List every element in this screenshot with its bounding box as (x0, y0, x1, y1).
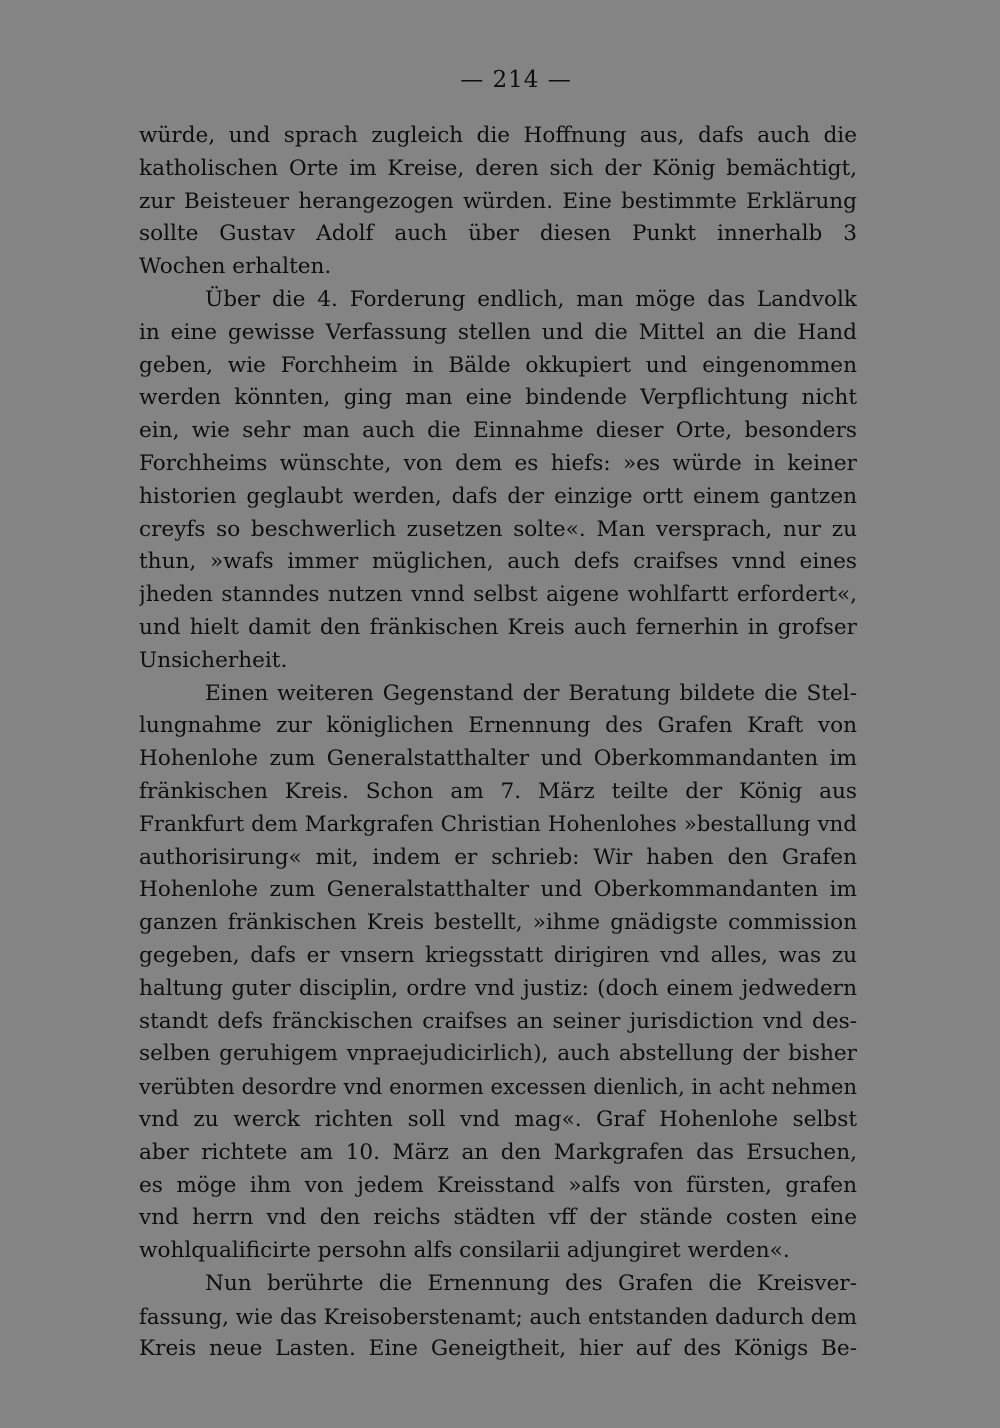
text-line: verübten desordre vnd enormen excessen dienlich, in acht nehmen (139, 1075, 857, 1100)
text-line: Forchheims wünschte, von dem es hiefs: »es würde in keiner (139, 450, 857, 476)
text-line: haltung guter disciplin, ordre vnd justiz: (doch einem jedwedern (139, 975, 857, 1001)
text-line: zur Beisteuer herangezogen würden. Eine bestimmte Erklärung (139, 188, 857, 214)
text-line: Hohenlohe zum Generalstatthalter und Oberkommandanten im (139, 746, 857, 772)
text-line: selben geruhigem vnpraejudicirlich), auch abstellung der bisher (139, 1041, 857, 1067)
text-line: vnd zu werck richten soll vnd mag«. Graf Hohenlohe selbst (139, 1106, 857, 1132)
text-line: vnd herrn vnd den reichs städten vff der stände costen eine (139, 1205, 857, 1231)
text-line: thun, »wafs immer müglichen, auch defs craifses vnnd eines (139, 549, 857, 575)
text-line: Frankfurt dem Markgrafen Christian Hohenlohes »bestallung vnd (139, 811, 857, 837)
text-line: jheden stanndes nutzen vnnd selbst aigene wohlfartt erfordert«, (139, 582, 857, 608)
text-line: historien geglaubt werden, dafs der einzige ortt einem gantzen (139, 483, 857, 509)
text-line: Nun berührte die Ernennung des Grafen die Kreisver- (205, 1270, 857, 1296)
text-line: lungnahme zur königlichen Ernennung des Grafen Kraft von (139, 713, 857, 739)
text-line: werden könnten, ging man eine bindende Verpflichtung nicht (139, 385, 857, 411)
text-line: in eine gewisse Verfassung stellen und die Mittel an die Hand (139, 319, 857, 345)
text-line: ein, wie sehr man auch die Einnahme dieser Orte, besonders (139, 418, 857, 444)
text-line: Über die 4. Forderung endlich, man möge das Landvolk (205, 286, 857, 312)
text-line: standt defs fränckischen craifses an seiner jurisdiction vnd des- (139, 1008, 857, 1034)
text-line: es möge ihm von jedem Kreisstand »alfs von fürsten, grafen (139, 1172, 857, 1198)
text-line: würde, und sprach zugleich die Hoffnung aus, dafs auch die (139, 123, 857, 148)
text-line: creyfs so beschwerlich zusetzen solte«. Man versprach, nur zu (139, 516, 857, 542)
text-line: Unsicherheit. (139, 647, 288, 673)
text-line: authorisirung« mit, indem er schrieb: Wir haben den Grafen (139, 844, 857, 870)
text-line: Einen weiteren Gegenstand der Beratung bildete die Stel- (205, 680, 857, 706)
text-line: fassung, wie das Kreisoberstenamt; auch entstanden dadurch dem (139, 1303, 857, 1329)
text-line: aber richtete am 10. März an den Markgrafen das Ersuchen, (139, 1139, 857, 1165)
text-line: Wochen erhalten. (139, 254, 332, 280)
page-header: — 214 — (460, 67, 572, 93)
text-line: fränkischen Kreis. Schon am 7. März teilte der König aus (139, 778, 857, 804)
text-line: sollte Gustav Adolf auch über diesen Punkt innerhalb 3 (139, 221, 857, 247)
text-line: ganzen fränkischen Kreis bestellt, »ihme gnädigste commission (139, 910, 857, 936)
book-page (139, 60, 857, 1366)
text-line: geben, wie Forchheim in Bälde okkupiert und eingenommen (139, 352, 857, 378)
page-body (139, 120, 857, 1366)
text-line: katholischen Orte im Kreise, deren sich der König bemächtigt, (139, 155, 857, 181)
text-line: Hohenlohe zum Generalstatthalter und Oberkommandanten im (139, 877, 857, 903)
text-line: und hielt damit den fränkischen Kreis auch fernerhin in grofser (139, 614, 857, 640)
text-line: wohlqualificirte persohn alfs consilarii adjungiret werden«. (139, 1238, 790, 1264)
text-line: Kreis neue Lasten. Eine Geneigtheit, hier auf des Königs Be- (139, 1336, 857, 1362)
text-line: gegeben, dafs er vnsern kriegsstatt dirigiren vnd alles, was zu (139, 942, 857, 968)
